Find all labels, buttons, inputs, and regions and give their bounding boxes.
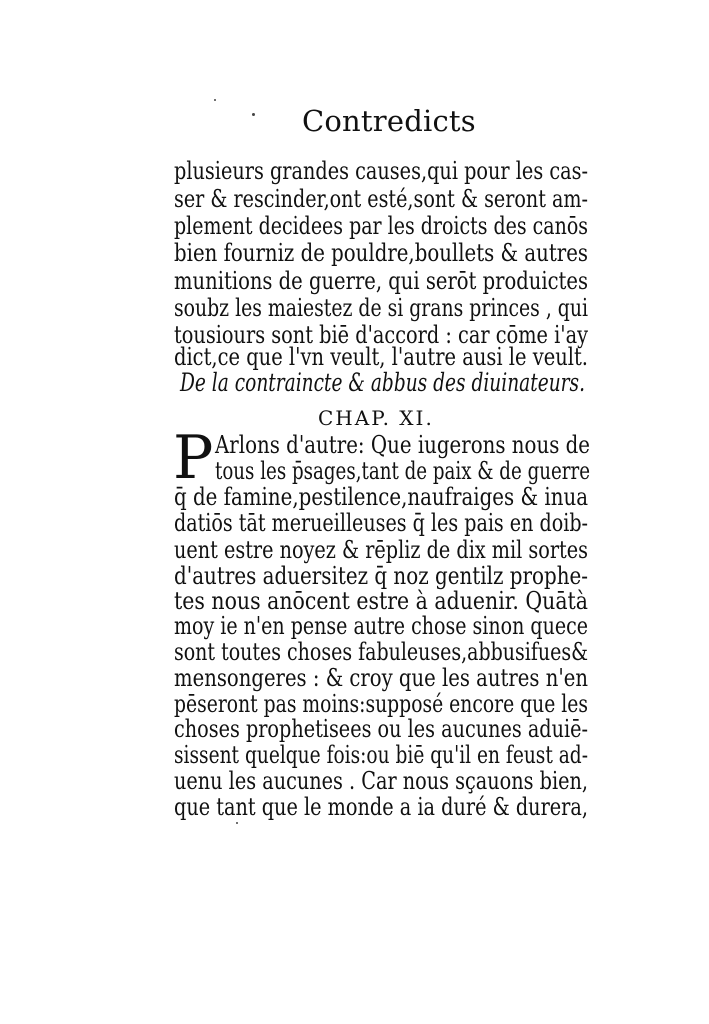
text-line: mensongeres : & croy que les autres n'en <box>174 663 588 692</box>
text-line: sont toutes choses fabuleuses,abbusifues& <box>174 637 588 666</box>
text-line: munitions de guerre, qui serōt produictes <box>174 266 588 295</box>
text-line: ser & rescinder,ont esté,sont & seront am- <box>174 184 588 213</box>
ink-speck <box>236 822 238 824</box>
drop-cap: P <box>173 423 214 493</box>
text-line: sissent quelque fois:ou biē qu'il en feust ad- <box>174 740 588 769</box>
text-line: tous les p̄sages,tant de paix & de guerre <box>215 456 590 485</box>
text-line: Arlons d'autre: Que iugerons nous de <box>215 430 590 459</box>
text-line: datiōs tāt merueilleuses q̄ les pais en doib- <box>174 508 588 537</box>
text-line: pēseront pas moins:supposé encore que les <box>174 689 588 718</box>
text-line: q̄ de famine,pestilence,naufraiges & inua <box>174 482 588 511</box>
text-line: bien fourniz de pouldre,boullets & autres <box>174 238 588 267</box>
text-line: uent estre noyez & rēpliz de dix mil sortes <box>174 535 588 564</box>
text-line: dict,ce que l'vn veult, l'autre ausi le veult. <box>174 342 588 371</box>
text-line: tousiours sont biē d'accord : car cōme i'ay <box>174 320 588 349</box>
text-line: plusieurs grandes causes,qui pour les cas- <box>174 156 588 185</box>
text-line: choses prophetisees ou les aucunes aduiē- <box>174 714 588 743</box>
text-line: soubz les maiestez de si grans princes , qui <box>174 293 588 322</box>
text-line: plement decidees par les droicts des canōs <box>174 211 588 240</box>
running-head: Contredicts <box>302 104 476 138</box>
section-heading: De la contraincte & abbus des diuinateurs. <box>180 368 585 397</box>
ink-speck <box>214 99 216 101</box>
text-line: d'autres aduersitez q̄ noz gentilz prophe- <box>174 561 588 590</box>
text-line: que tant que le monde a ia duré & durera, <box>174 792 588 821</box>
text-line: moy ie n'en pense autre chose sinon quece <box>174 611 588 640</box>
text-line: uenu les aucunes . Car nous sçauons bien, <box>174 766 588 795</box>
text-line: tes nous anōcent estre à aduenir. Quātà <box>174 586 588 615</box>
chapter-label: CHAP. XI. <box>318 406 434 430</box>
ink-speck <box>252 113 255 116</box>
